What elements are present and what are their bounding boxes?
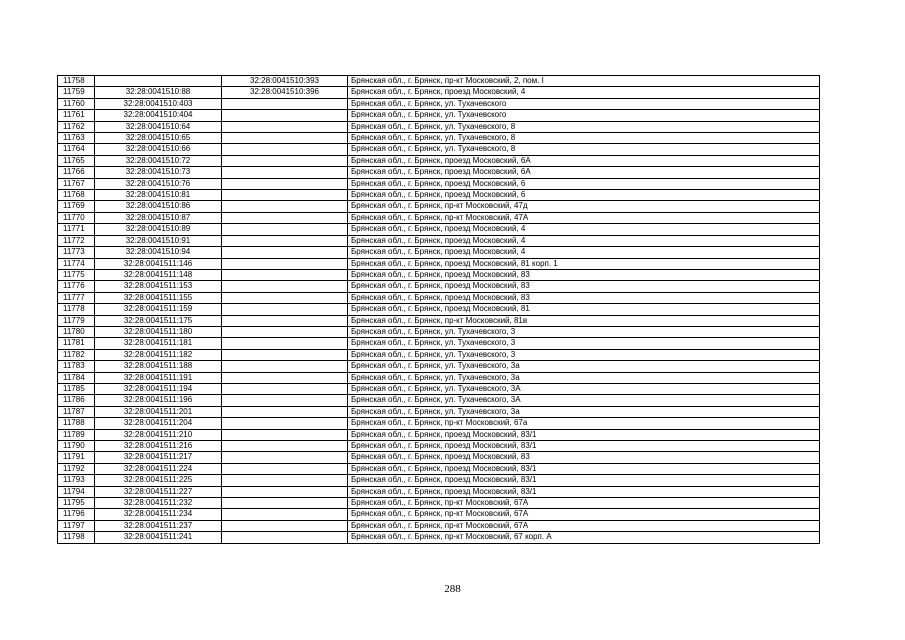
address-cell: Брянская обл., г. Брянск, проезд Московский, 4 [348,247,820,258]
table-row [58,167,820,178]
address-cell: Брянская обл., г. Брянск, пр-кт Московский, 67А [348,520,820,531]
cadastral-number-cell: 32:28:0041510:94 [95,247,222,258]
parent-cadastral-number-cell [222,167,348,178]
cadastral-number-cell: 32:28:0041511:181 [95,338,222,349]
row-number-cell: 11792 [58,463,95,474]
row-number-cell: 11784 [58,372,95,383]
row-number-cell: 11776 [58,281,95,292]
address-cell: Брянская обл., г. Брянск, проезд Московский, 6А [348,155,820,166]
cadastral-number-cell: 32:28:0041510:76 [95,178,222,189]
table-row [58,76,820,87]
row-number-cell: 11780 [58,326,95,337]
parent-cadastral-number-cell [222,452,348,463]
cadastral-number-cell: 32:28:0041511:182 [95,349,222,360]
table-row [58,87,820,98]
table-row [58,190,820,201]
row-number-cell: 11774 [58,258,95,269]
parent-cadastral-number-cell [222,281,348,292]
parent-cadastral-number-cell [222,406,348,417]
row-number-cell: 11772 [58,235,95,246]
cadastral-number-cell: 32:28:0041511:196 [95,395,222,406]
address-cell: Брянская обл., г. Брянск, ул. Тухачевского, 3 [348,326,820,337]
cadastral-number-cell: 32:28:0041511:217 [95,452,222,463]
row-number-cell: 11781 [58,338,95,349]
table-row [58,520,820,531]
parent-cadastral-number-cell [222,418,348,429]
table-row [58,98,820,109]
page-number: 288 [444,583,461,595]
row-number-cell: 11760 [58,98,95,109]
parent-cadastral-number-cell [222,429,348,440]
row-number-cell: 11795 [58,498,95,509]
parent-cadastral-number-cell [222,304,348,315]
address-cell: Брянская обл., г. Брянск, пр-кт Московский, 67а [348,418,820,429]
row-number-cell: 11788 [58,418,95,429]
table-row [58,144,820,155]
parent-cadastral-number-cell [222,121,348,132]
table-row [58,441,820,452]
table-row [58,281,820,292]
cadastral-number-cell: 32:28:0041510:65 [95,133,222,144]
cadastral-number-cell: 32:28:0041510:73 [95,167,222,178]
row-number-cell: 11763 [58,133,95,144]
cadastral-number-cell: 32:28:0041511:227 [95,486,222,497]
table-row [58,235,820,246]
cadastral-number-cell: 32:28:0041511:210 [95,429,222,440]
cadastral-number-cell: 32:28:0041511:224 [95,463,222,474]
table-row [58,395,820,406]
address-cell: Брянская обл., г. Брянск, ул. Тухачевского, 3а [348,372,820,383]
table-row [58,258,820,269]
table-row [58,315,820,326]
parent-cadastral-number-cell [222,235,348,246]
address-cell: Брянская обл., г. Брянск, ул. Тухачевского, 3 [348,338,820,349]
parent-cadastral-number-cell [222,520,348,531]
parent-cadastral-number-cell: 32:28:0041510:393 [222,76,348,87]
parent-cadastral-number-cell [222,224,348,235]
row-number-cell: 11773 [58,247,95,258]
address-cell: Брянская обл., г. Брянск, проезд Московский, 6 [348,190,820,201]
parent-cadastral-number-cell [222,349,348,360]
row-number-cell: 11794 [58,486,95,497]
address-cell: Брянская обл., г. Брянск, пр-кт Московский, 67А [348,498,820,509]
table-row [58,292,820,303]
parent-cadastral-number-cell [222,155,348,166]
parent-cadastral-number-cell [222,190,348,201]
table-row [58,361,820,372]
row-number-cell: 11758 [58,76,95,87]
cadastral-number-cell: 32:28:0041510:403 [95,98,222,109]
table-row [58,155,820,166]
row-number-cell: 11789 [58,429,95,440]
table-row [58,121,820,132]
parent-cadastral-number-cell [222,212,348,223]
address-cell: Брянская обл., г. Брянск, ул. Тухачевского, 8 [348,121,820,132]
address-cell: Брянская обл., г. Брянск, ул. Тухачевского [348,110,820,121]
row-number-cell: 11798 [58,532,95,543]
row-number-cell: 11787 [58,406,95,417]
cadastral-number-cell: 32:28:0041511:175 [95,315,222,326]
address-cell: Брянская обл., г. Брянск, проезд Московский, 4 [348,87,820,98]
table-row [58,406,820,417]
row-number-cell: 11768 [58,190,95,201]
cadastral-number-cell: 32:28:0041511:201 [95,406,222,417]
row-number-cell: 11782 [58,349,95,360]
parent-cadastral-number-cell [222,463,348,474]
parent-cadastral-number-cell [222,486,348,497]
address-cell: Брянская обл., г. Брянск, ул. Тухачевского, 3а [348,406,820,417]
table-row [58,498,820,509]
row-number-cell: 11771 [58,224,95,235]
table-body [58,76,820,544]
cadastral-number-cell: 32:28:0041511:232 [95,498,222,509]
row-number-cell: 11783 [58,361,95,372]
parent-cadastral-number-cell [222,338,348,349]
cadastral-number-cell: 32:28:0041511:234 [95,509,222,520]
address-cell: Брянская обл., г. Брянск, проезд Московский, 6А [348,167,820,178]
table-row [58,338,820,349]
parent-cadastral-number-cell [222,98,348,109]
address-cell: Брянская обл., г. Брянск, ул. Тухачевского, 3а [348,361,820,372]
parent-cadastral-number-cell [222,509,348,520]
cadastral-number-cell: 32:28:0041510:87 [95,212,222,223]
address-cell: Брянская обл., г. Брянск, проезд Московский, 4 [348,224,820,235]
address-cell: Брянская обл., г. Брянск, пр-кт Московский, 2, пом. I [348,76,820,87]
row-number-cell: 11769 [58,201,95,212]
parent-cadastral-number-cell [222,247,348,258]
cadastral-number-cell: 32:28:0041511:216 [95,441,222,452]
cadastral-number-cell: 32:28:0041511:225 [95,475,222,486]
address-cell: Брянская обл., г. Брянск, ул. Тухачевского, 8 [348,144,820,155]
row-number-cell: 11785 [58,383,95,394]
table-row [58,475,820,486]
cadastral-number-cell: 32:28:0041511:153 [95,281,222,292]
table-row [58,418,820,429]
row-number-cell: 11770 [58,212,95,223]
address-cell: Брянская обл., г. Брянск, проезд Московский, 83 [348,452,820,463]
cadastral-number-cell [95,76,222,87]
cadastral-number-cell: 32:28:0041510:88 [95,87,222,98]
row-number-cell: 11765 [58,155,95,166]
table-row [58,201,820,212]
table-row [58,326,820,337]
parent-cadastral-number-cell [222,258,348,269]
address-cell: Брянская обл., г. Брянск, пр-кт Московский, 47А [348,212,820,223]
parent-cadastral-number-cell [222,475,348,486]
row-number-cell: 11762 [58,121,95,132]
parent-cadastral-number-cell [222,315,348,326]
address-cell: Брянская обл., г. Брянск, проезд Московский, 81 корп. 1 [348,258,820,269]
cadastral-number-cell: 32:28:0041510:91 [95,235,222,246]
table-row [58,224,820,235]
parent-cadastral-number-cell: 32:28:0041510:396 [222,87,348,98]
address-cell: Брянская обл., г. Брянск, пр-кт Московский, 47д [348,201,820,212]
table-row [58,532,820,543]
table-row [58,372,820,383]
cadastral-number-cell: 32:28:0041511:188 [95,361,222,372]
row-number-cell: 11793 [58,475,95,486]
cadastral-table [57,75,820,544]
table-row [58,452,820,463]
address-cell: Брянская обл., г. Брянск, ул. Тухачевского, 3А [348,395,820,406]
row-number-cell: 11761 [58,110,95,121]
address-cell: Брянская обл., г. Брянск, ул. Тухачевского, 3А [348,383,820,394]
parent-cadastral-number-cell [222,383,348,394]
parent-cadastral-number-cell [222,269,348,280]
table-row [58,429,820,440]
address-cell: Брянская обл., г. Брянск, проезд Московский, 83/1 [348,475,820,486]
parent-cadastral-number-cell [222,395,348,406]
address-cell: Брянская обл., г. Брянск, проезд Московский, 83/1 [348,441,820,452]
row-number-cell: 11797 [58,520,95,531]
parent-cadastral-number-cell [222,498,348,509]
address-cell: Брянская обл., г. Брянск, проезд Московский, 81 [348,304,820,315]
row-number-cell: 11767 [58,178,95,189]
cadastral-number-cell: 32:28:0041511:241 [95,532,222,543]
row-number-cell: 11775 [58,269,95,280]
table-row [58,486,820,497]
address-cell: Брянская обл., г. Брянск, проезд Московский, 83 [348,292,820,303]
table-row [58,212,820,223]
row-number-cell: 11786 [58,395,95,406]
cadastral-number-cell: 32:28:0041510:66 [95,144,222,155]
table-row [58,110,820,121]
cadastral-number-cell: 32:28:0041511:180 [95,326,222,337]
parent-cadastral-number-cell [222,532,348,543]
cadastral-number-cell: 32:28:0041511:237 [95,520,222,531]
cadastral-number-cell: 32:28:0041511:191 [95,372,222,383]
table-row [58,349,820,360]
table-row [58,178,820,189]
parent-cadastral-number-cell [222,178,348,189]
parent-cadastral-number-cell [222,372,348,383]
parent-cadastral-number-cell [222,110,348,121]
cadastral-number-cell: 32:28:0041511:194 [95,383,222,394]
row-number-cell: 11764 [58,144,95,155]
cadastral-number-cell: 32:28:0041511:148 [95,269,222,280]
address-cell: Брянская обл., г. Брянск, проезд Московский, 4 [348,235,820,246]
cadastral-number-cell: 32:28:0041510:404 [95,110,222,121]
cadastral-number-cell: 32:28:0041510:86 [95,201,222,212]
address-cell: Брянская обл., г. Брянск, ул. Тухачевского, 3 [348,349,820,360]
cadastral-number-cell: 32:28:0041511:146 [95,258,222,269]
address-cell: Брянская обл., г. Брянск, ул. Тухачевского [348,98,820,109]
row-number-cell: 11759 [58,87,95,98]
address-cell: Брянская обл., г. Брянск, пр-кт Московский, 67А [348,509,820,520]
table-row [58,509,820,520]
table-row [58,463,820,474]
row-number-cell: 11779 [58,315,95,326]
row-number-cell: 11791 [58,452,95,463]
address-cell: Брянская обл., г. Брянск, пр-кт Московский, 67 корп. А [348,532,820,543]
address-cell: Брянская обл., г. Брянск, проезд Московский, 83/1 [348,486,820,497]
parent-cadastral-number-cell [222,201,348,212]
cadastral-number-cell: 32:28:0041510:72 [95,155,222,166]
table-row [58,133,820,144]
parent-cadastral-number-cell [222,292,348,303]
parent-cadastral-number-cell [222,144,348,155]
row-number-cell: 11766 [58,167,95,178]
cadastral-number-cell: 32:28:0041511:204 [95,418,222,429]
parent-cadastral-number-cell [222,361,348,372]
table-row [58,304,820,315]
cadastral-number-cell: 32:28:0041510:81 [95,190,222,201]
address-cell: Брянская обл., г. Брянск, проезд Московский, 83/1 [348,463,820,474]
parent-cadastral-number-cell [222,326,348,337]
table-row [58,383,820,394]
parent-cadastral-number-cell [222,441,348,452]
table-row [58,247,820,258]
address-cell: Брянская обл., г. Брянск, проезд Московский, 83 [348,269,820,280]
address-cell: Брянская обл., г. Брянск, ул. Тухачевского, 8 [348,133,820,144]
cadastral-number-cell: 32:28:0041510:64 [95,121,222,132]
table-row [58,269,820,280]
cadastral-number-cell: 32:28:0041510:89 [95,224,222,235]
cadastral-number-cell: 32:28:0041511:155 [95,292,222,303]
row-number-cell: 11778 [58,304,95,315]
address-cell: Брянская обл., г. Брянск, проезд Московский, 83 [348,281,820,292]
parent-cadastral-number-cell [222,133,348,144]
row-number-cell: 11796 [58,509,95,520]
row-number-cell: 11790 [58,441,95,452]
address-cell: Брянская обл., г. Брянск, проезд Московский, 6 [348,178,820,189]
address-cell: Брянская обл., г. Брянск, проезд Московский, 83/1 [348,429,820,440]
cadastral-number-cell: 32:28:0041511:159 [95,304,222,315]
row-number-cell: 11777 [58,292,95,303]
address-cell: Брянская обл., г. Брянск, пр-кт Московский, 81в [348,315,820,326]
